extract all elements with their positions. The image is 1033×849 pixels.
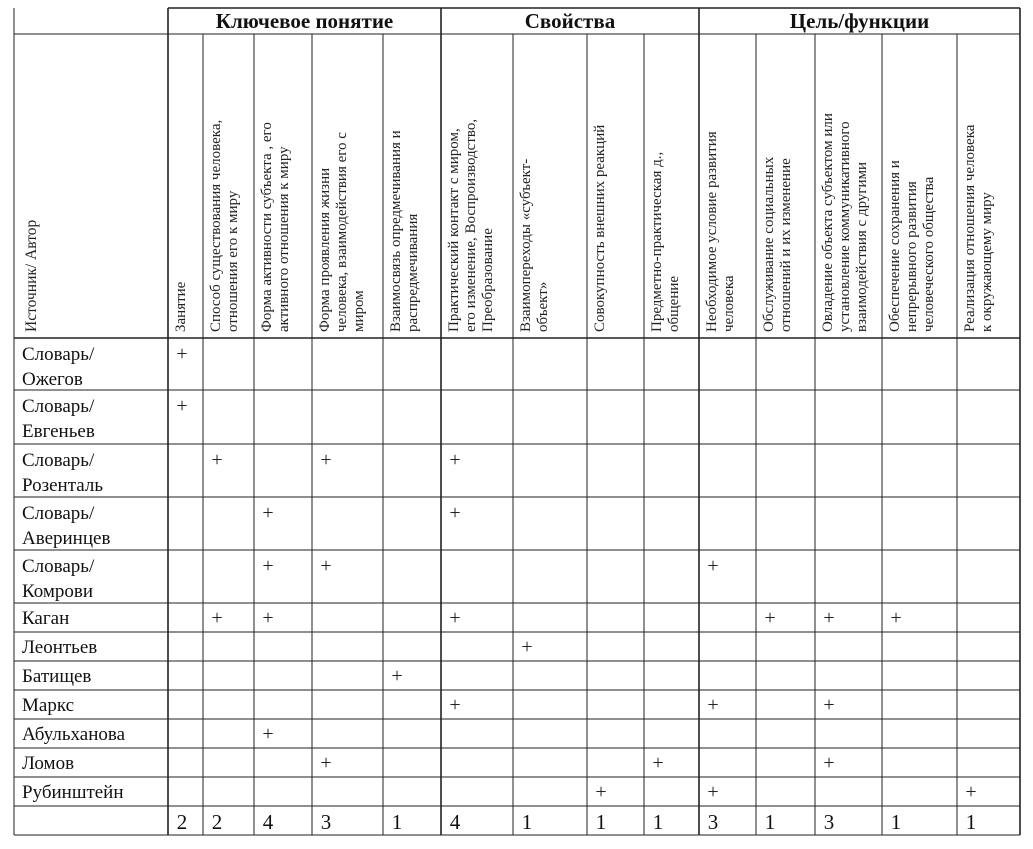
plus-mark: + [652,752,664,774]
column-total: 1 [521,810,533,834]
column-header: Обслуживание социальныхотношений и их изменение [761,156,794,332]
row-source-name: Ломов [22,753,75,774]
plus-mark: + [449,607,461,629]
plus-mark: + [965,781,977,803]
column-total: 3 [707,810,719,834]
column-total: 2 [176,810,188,834]
table-grid [14,8,1020,835]
column-header: Овладение объекта субъектом илиустановление коммуникативноговзаимодействия с другими [820,113,870,332]
column-total: 1 [595,810,607,834]
plus-mark: + [521,636,533,658]
group-header: Цель/функции [789,9,930,33]
plus-mark: + [320,555,332,577]
column-total: 2 [211,810,223,834]
table-row [22,665,403,687]
table-row [22,555,719,602]
row-source-name: Словарь/ Комрови [22,556,95,602]
plus-mark: + [595,781,607,803]
column-header: Практический контакт с миром,его изменение, Воспроизводство,Преобразование [446,118,496,332]
plus-mark: + [707,694,719,716]
table-row [22,607,902,629]
table-row [22,395,188,442]
plus-mark: + [823,752,835,774]
column-header: Обеспечение сохранения инепрерывного развитиячеловеческого общества [887,160,937,332]
column-total: 4 [449,810,461,834]
group-header: Ключевое понятие [215,9,394,33]
row-source-name: Абульханова [22,724,126,745]
plus-mark: + [890,607,902,629]
plus-mark: + [211,449,223,471]
plus-mark: + [262,502,274,524]
plus-mark: + [320,752,332,774]
column-header: Форма проявления жизничеловека, взаимодействия его смиром [317,132,367,332]
group-header: Свойства [524,9,616,33]
plus-mark: + [823,694,835,716]
plus-mark: + [211,607,223,629]
row-source-name: Маркс [22,695,75,716]
table-row [22,694,835,716]
plus-mark: + [176,395,188,417]
table-row [22,781,977,803]
plus-mark: + [449,449,461,471]
column-header: Необходимое условие развитиячеловека [704,131,737,332]
column-total: 4 [262,810,274,834]
column-header: Взаимосвязь опредмечивания ираспредмечивания [388,130,421,332]
plus-mark: + [391,665,403,687]
table-row [22,343,188,390]
row-source-name: Словарь/ Розенталь [22,450,103,496]
table-row [22,752,835,774]
table-row [22,449,461,496]
plus-mark: + [707,555,719,577]
row-source-name: Словарь/ Евгеньев [22,396,95,442]
column-header: Взаимопереходы «субъект-объект» [518,158,551,332]
column-total: 1 [965,810,977,834]
column-total: 1 [764,810,776,834]
plus-mark: + [262,607,274,629]
plus-mark: + [262,555,274,577]
table-row [22,636,533,658]
row-source-name: Каган [22,608,70,629]
plus-mark: + [449,502,461,524]
table-body [22,343,977,834]
column-total: 1 [890,810,902,834]
plus-mark: + [707,781,719,803]
table-row [22,502,461,549]
row-source-name: Словарь/ Ожегов [22,344,95,390]
plus-mark: + [823,607,835,629]
column-header: Способ существования человека,отношения его к миру [208,119,241,332]
column-header: Форма активности субъекта , егоактивного отношения к миру [259,122,292,332]
column-total: 3 [320,810,332,834]
column-header: Совокупность внешних реакций [592,124,608,332]
column-header: Занятие [173,281,189,332]
plus-mark: + [320,449,332,471]
column-header: Реализация отношения человекак окружающему миру [962,124,995,332]
row-source-name: Рубинштейн [22,782,124,803]
author-column-header: Источник/ Автор [23,219,40,332]
column-total: 1 [391,810,403,834]
plus-mark: + [176,343,188,365]
plus-mark: + [262,723,274,745]
plus-mark: + [449,694,461,716]
row-source-name: Батищев [22,666,92,687]
column-header: Предметно-практическая д.,общение [649,151,682,332]
plus-mark: + [764,607,776,629]
column-total: 3 [823,810,835,834]
row-source-name: Словарь/ Аверинцев [22,503,111,549]
row-source-name: Леонтьев [22,637,98,658]
table-row [22,723,274,745]
totals-row [177,810,977,834]
column-total: 1 [652,810,664,834]
